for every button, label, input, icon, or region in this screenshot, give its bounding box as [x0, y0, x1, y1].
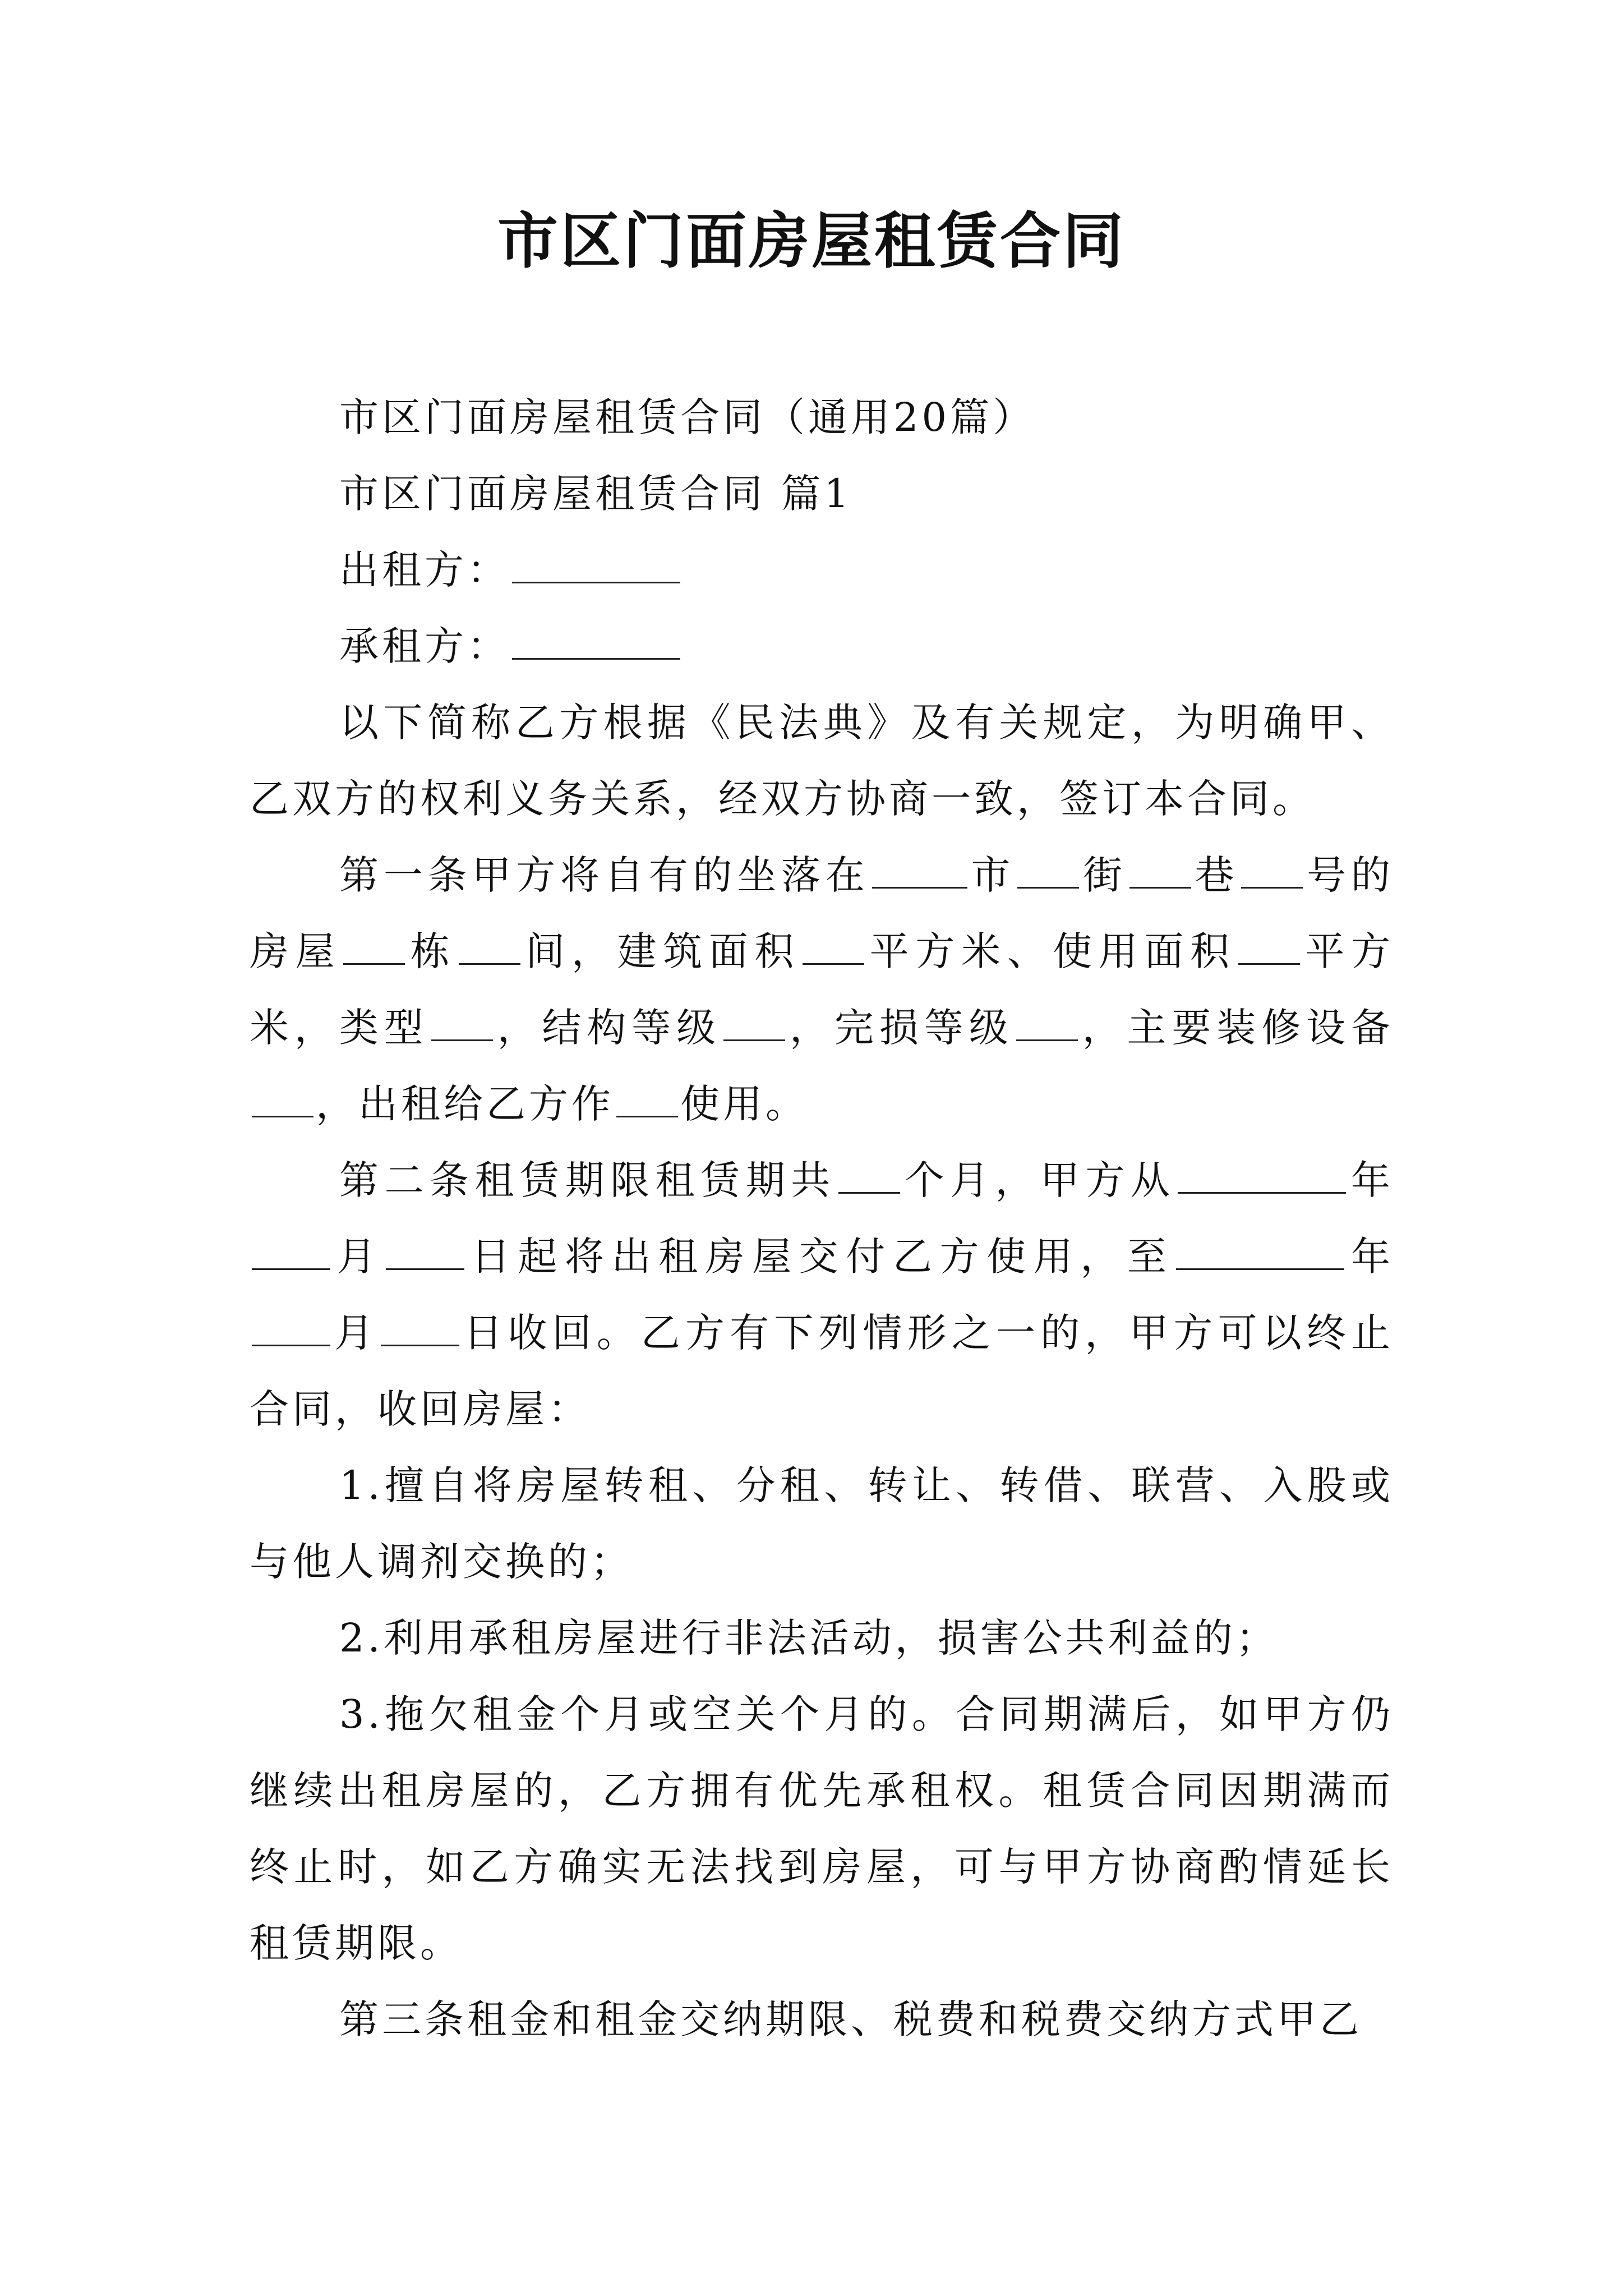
blank — [838, 1161, 900, 1194]
article-2-text: 第二条租赁期限租赁期共 — [339, 1157, 836, 1203]
blank — [252, 1237, 330, 1270]
blank — [1129, 855, 1191, 889]
article-1-text: 街 — [1081, 852, 1127, 898]
article-2-text: 日起将出租房屋交付乙方使用，至 — [467, 1234, 1174, 1280]
list-item: 3.拖欠租金个月或空关个月的。合同期满后，如甲方仍继续出租房屋的，乙方拥有优先承租权。租赁合同因期满而终止时，如乙方确实无法找到房屋，可与甲方协商酌情延长租赁期限。 — [250, 1691, 1394, 1966]
list-item: 1.擅自将房屋转租、分租、转让、转借、联营、入股或与他人调剂交换的； — [250, 1462, 1394, 1585]
article-1-text: 间，建筑面积 — [522, 928, 801, 974]
article-1-text: 巷 — [1193, 852, 1239, 898]
list-item: 2.利用承租房屋进行非法活动，损害公共利益的； — [339, 1615, 1279, 1661]
blank — [616, 1084, 678, 1117]
blank — [252, 1313, 330, 1346]
lessor-line — [250, 532, 1394, 608]
lessor-blank — [512, 550, 680, 583]
blank — [1017, 855, 1079, 889]
lessor-label: 出租方： — [339, 547, 510, 593]
blank — [252, 1084, 313, 1117]
article-1-text: 平方米，类型 — [250, 928, 1394, 1051]
blank — [1016, 1008, 1078, 1041]
article-2-text: 年 — [1348, 1157, 1394, 1203]
article-2-text: 个月，甲方从 — [902, 1157, 1176, 1203]
blank — [1178, 1161, 1346, 1194]
document-title: 市区门面房屋租赁合同 — [497, 206, 1126, 277]
blank — [431, 1008, 493, 1041]
blank — [803, 932, 864, 965]
blank — [459, 932, 520, 965]
blank — [723, 1008, 785, 1041]
article-1-text: 第一条甲方将自有的坐落在 — [339, 852, 870, 898]
article-2 — [250, 1142, 1394, 1447]
article-3: 第三条租金和租金交纳期限、税费和税费交纳方式甲乙 — [339, 1996, 1362, 2042]
subtitle: 市区门面房屋租赁合同（通用20篇） — [339, 394, 1036, 440]
article-1-text: ，出租给乙方作 — [316, 1081, 614, 1127]
blank — [386, 1237, 464, 1270]
article-1-text: 栋 — [407, 928, 457, 974]
article-2-text: 年 — [1347, 1234, 1394, 1280]
blank — [381, 1313, 459, 1346]
blank — [343, 932, 405, 965]
section-heading: 市区门面房屋租赁合同 篇1 — [339, 471, 852, 517]
article-1-text: ，结构等级 — [495, 1005, 722, 1051]
article-2-text: 月 — [333, 1310, 379, 1356]
article-2-text: 日收回。乙方有下列情形之一的，甲方可以终止合同，收回房屋： — [250, 1310, 1394, 1432]
blank — [1241, 855, 1303, 889]
blank — [1176, 1237, 1344, 1270]
blank — [1238, 932, 1300, 965]
article-1-text: 使用。 — [680, 1081, 808, 1127]
article-1-text: ，完损等级 — [787, 1005, 1014, 1051]
article-2-text: 月 — [333, 1234, 384, 1280]
intro-paragraph: 以下简称乙方根据《民法典》及有关规定，为明确甲、乙双方的权利义务关系，经双方协商一致，签订本合同。 — [250, 700, 1394, 822]
blank — [872, 855, 967, 889]
article-1-text: 市 — [969, 852, 1016, 898]
article-1-text: 平方米、使用面积 — [866, 928, 1236, 974]
article-1-text: 号的房屋 — [250, 852, 1394, 974]
article-1-text: ，主要装修设备 — [1080, 1005, 1394, 1051]
document-body — [250, 379, 1394, 2058]
lessee-line — [250, 608, 1394, 684]
lessee-blank — [512, 627, 680, 660]
article-1 — [250, 837, 1394, 1142]
lessee-label: 承租方： — [339, 623, 510, 669]
